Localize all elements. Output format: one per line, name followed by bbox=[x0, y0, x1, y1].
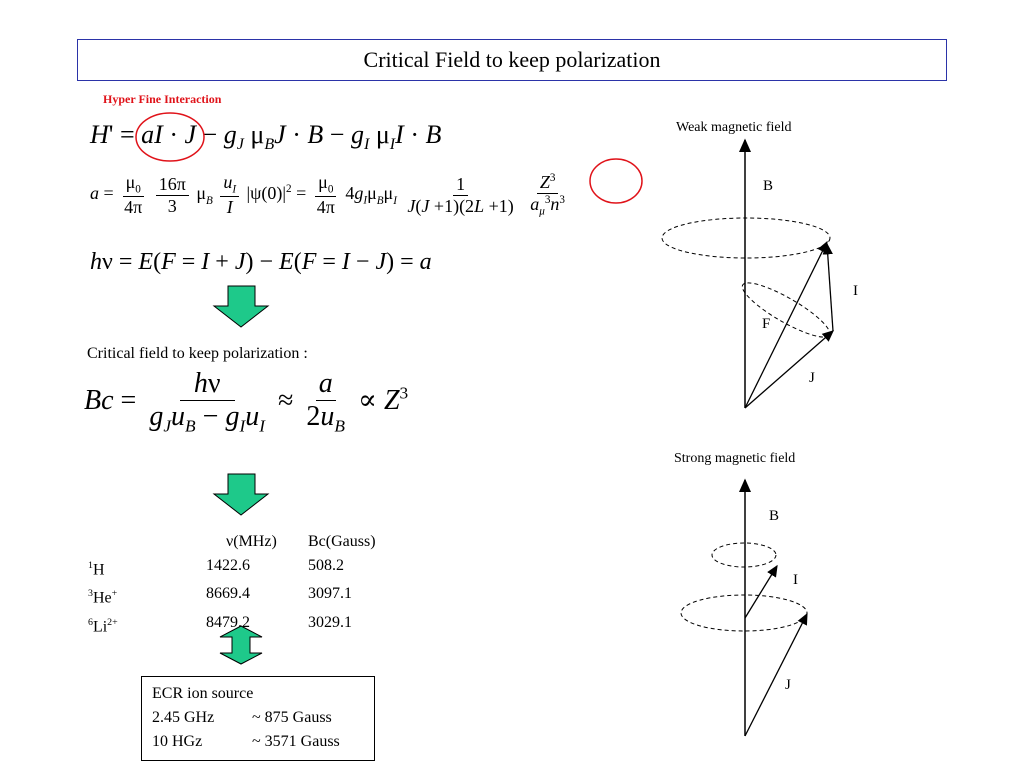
table-header-row bbox=[88, 530, 418, 554]
bc-cell: 508.2 bbox=[308, 557, 344, 574]
b-label: B bbox=[763, 178, 774, 194]
ecr-row: 10 HGz ~ 3571 Gauss bbox=[152, 733, 340, 750]
table-header-cell: ν(MHz) bbox=[226, 533, 277, 550]
precession-ellipse-outer bbox=[662, 218, 830, 258]
isotope-cell: $^6Li^{2+}$ bbox=[88, 616, 118, 635]
hyperfine-label: Hyper Fine Interaction bbox=[103, 92, 222, 106]
i-vector bbox=[827, 244, 833, 331]
down-arrow-icon bbox=[214, 474, 268, 515]
energy-splitting-equation: hν = E(F = I + J) − E(F = I − J) = a bbox=[90, 249, 432, 275]
ecr-info-box bbox=[141, 676, 375, 761]
strong-diagram-title: Strong magnetic field bbox=[674, 451, 796, 466]
j-vector bbox=[745, 331, 833, 408]
nu-cell: 8669.4 bbox=[206, 585, 250, 603]
i-vector bbox=[745, 566, 777, 618]
ecr-row: 2.45 GHz ~ 875 Gauss bbox=[152, 709, 332, 726]
weak-diagram-title: Weak magnetic field bbox=[676, 120, 792, 135]
down-arrow-icon bbox=[214, 286, 268, 327]
bc-cell: 3097.1 bbox=[308, 585, 352, 603]
nu-cell: 1422.6 bbox=[206, 557, 250, 574]
slide-title: Critical Field to keep polarization bbox=[363, 47, 661, 72]
j-label: J bbox=[809, 370, 815, 386]
weak-field-diagram bbox=[650, 110, 890, 420]
precession-ellipse-large bbox=[681, 595, 807, 631]
isotope-cell: $^1$H bbox=[88, 560, 105, 579]
strong-field-diagram bbox=[650, 442, 890, 742]
ecr-title: ECR ion source bbox=[152, 685, 254, 702]
hyperfine-constant-equation: a = $\frac{\mu_0}{4\pi}$ $\frac{16\pi}{3}$ $\mu_B$ $\frac{u_I}{I}$ $|\psi(0)|^2$ = $\frac{\mu_0}{4\pi}$ $4g_I\mu_B\mu_I$ $\frac{1}{J(J +1)(2L +1)}$ $\frac{Z^3}{a_\mu^3n^3}$ bbox=[90, 172, 565, 218]
critical-field-label: Critical field to keep polarization : bbox=[87, 345, 308, 362]
hamiltonian-equation: H' = aI · $J - g_J$ $\mu_BJ \cdot B - g_I$ $\mu_II \cdot B$ bbox=[90, 120, 442, 154]
nu-cell: 8479.2 bbox=[206, 613, 250, 631]
isotope-table bbox=[88, 530, 418, 639]
table-header-cell bbox=[88, 530, 206, 554]
i-label: I bbox=[853, 283, 858, 299]
precession-ellipse-inner bbox=[737, 275, 836, 346]
b-label: B bbox=[769, 508, 780, 524]
table-header-cell: Bc(Gauss) bbox=[308, 533, 376, 550]
j-label: J bbox=[785, 677, 791, 693]
critical-field-equation: Bc = $\frac{h\nu}{g_Ju_B - g_Iu_I}$ ≈ $\frac{a}{2u_B}$ ∝ $Z^3$ bbox=[84, 368, 409, 436]
f-label: F bbox=[762, 316, 771, 332]
precession-ellipse-small bbox=[712, 543, 776, 567]
isotope-cell: $^3$He+ bbox=[88, 588, 118, 607]
i-label: I bbox=[793, 572, 798, 588]
table-row bbox=[88, 554, 418, 582]
highlight-circle-ai bbox=[136, 113, 204, 161]
table-row bbox=[88, 611, 418, 639]
table-row bbox=[88, 582, 418, 610]
bc-cell: 3029.1 bbox=[308, 613, 352, 631]
j-vector bbox=[745, 614, 807, 736]
highlight-circle-z3 bbox=[590, 159, 642, 203]
